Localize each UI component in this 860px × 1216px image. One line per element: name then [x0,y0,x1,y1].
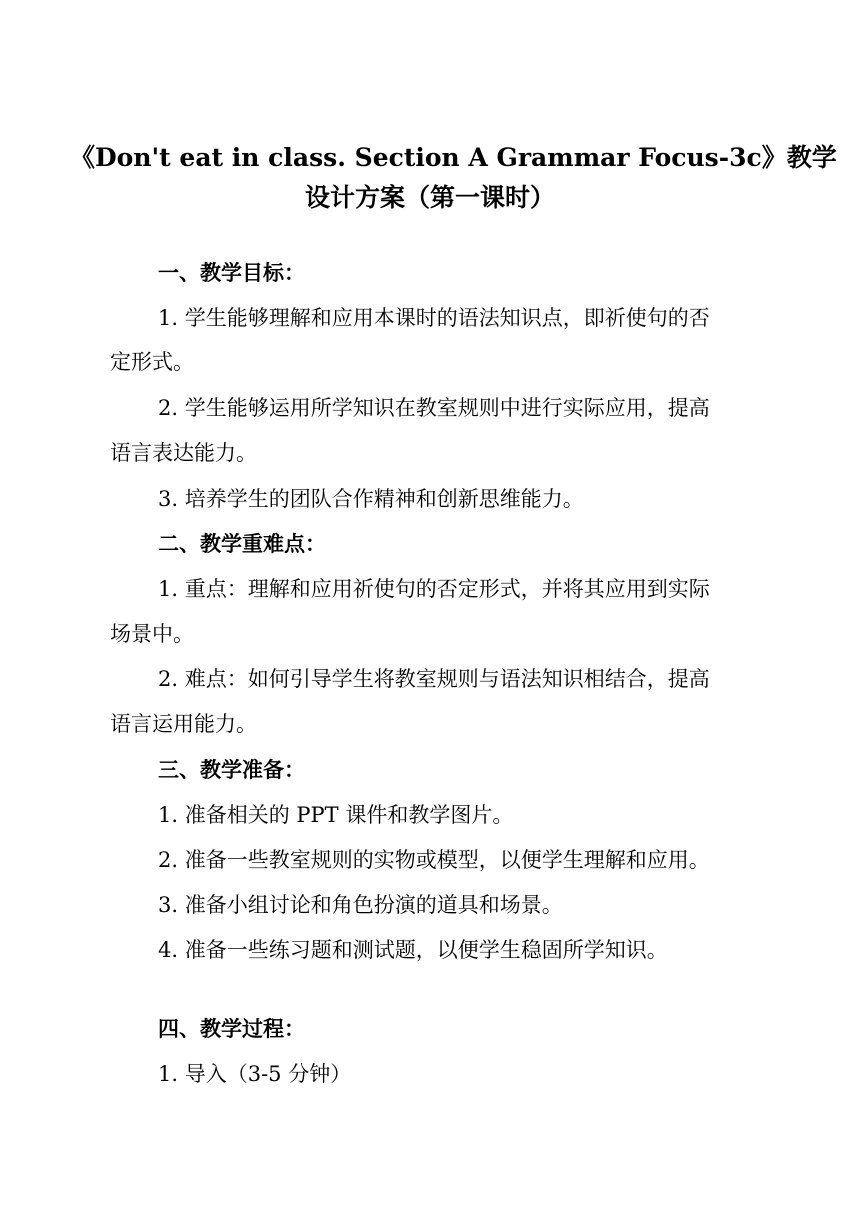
paragraph-line: 2. 准备一些教室规则的实物或模型，以便学生理解和应用。 [158,848,710,872]
section-heading-objectives: 一、教学目标： [158,260,305,285]
paragraph-line: 3. 准备小组讨论和角色扮演的道具和场景。 [158,893,563,917]
paragraph-line: 2. 难点：如何引导学生将教室规则与语法知识相结合，提高 [158,667,710,691]
paragraph-line: 2. 学生能够运用所学知识在教室规则中进行实际应用，提高 [158,396,710,420]
paragraph-line: 4. 准备一些练习题和测试题，以便学生稳固所学知识。 [158,938,668,962]
paragraph-line: 1. 导入（3-5 分钟） [158,1062,352,1086]
document-title-line-1: 《Don't eat in class. Section A Grammar Focus-3c》教学 [70,143,837,172]
paragraph-line: 1. 学生能够理解和应用本课时的语法知识点，即祈使句的否 [158,306,710,330]
section-heading-process: 四、教学过程： [158,1016,305,1041]
paragraph-line: 场景中。 [110,622,194,646]
paragraph-line: 语言表达能力。 [110,441,257,465]
paragraph-line: 语言运用能力。 [110,712,257,736]
section-heading-key-points: 二、教学重难点： [158,531,326,556]
document-title-line-2: 设计方案（第一课时） [304,183,555,212]
section-heading-preparation: 三、教学准备： [158,757,305,782]
paragraph-line: 定形式。 [110,350,194,374]
paragraph-line: 1. 重点：理解和应用祈使句的否定形式，并将其应用到实际 [158,577,710,601]
paragraph-line: 1. 准备相关的 PPT 课件和教学图片。 [158,803,514,827]
paragraph-line: 3. 培养学生的团队合作精神和创新思维能力。 [158,487,584,511]
